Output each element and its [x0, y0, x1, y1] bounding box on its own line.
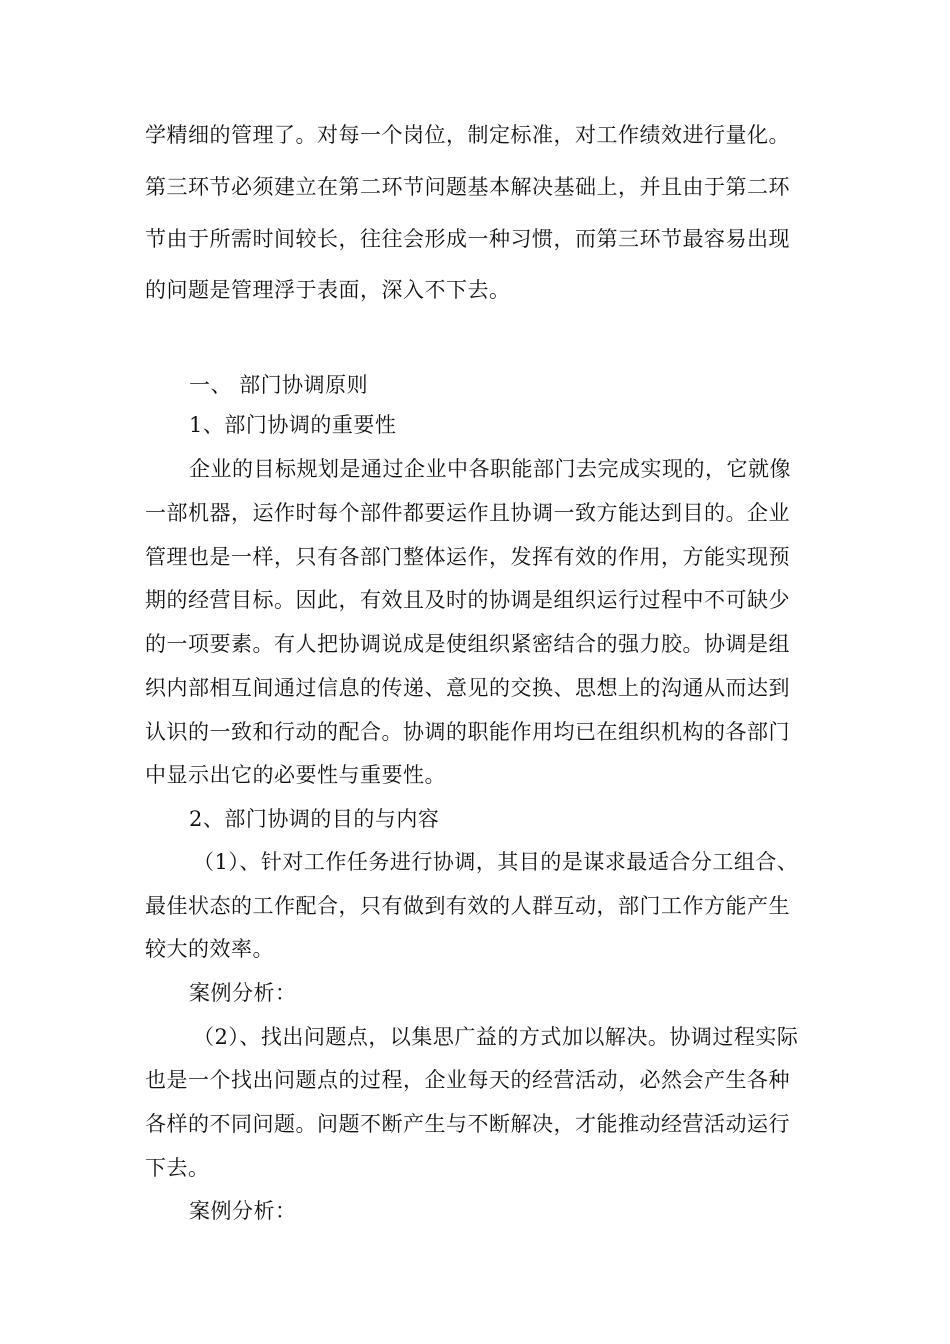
paragraph-line: （2）、找出问题点，以集思广益的方式加以解决。协调过程实际 [193, 1025, 799, 1049]
paragraph-line: 企业的目标规划是通过企业中各职能部门去完成实现的，它就像 [189, 457, 791, 481]
paragraph-line: 较大的效率。 [145, 937, 274, 961]
paragraph-line: 学精细的管理了。对每一个岗位，制定标准，对工作绩效进行量化。 [145, 123, 790, 147]
paragraph-line: 期的经营目标。因此，有效且及时的协调是组织运行过程中不可缺少 [145, 588, 790, 612]
paragraph-line: 认识的一致和行动的配合。协调的职能作用均已在组织机构的各部门 [145, 720, 790, 744]
case-analysis-label: 案例分析： [189, 1199, 297, 1223]
subsection-heading: 1、部门协调的重要性 [189, 413, 397, 437]
paragraph-line: 节由于所需时间较长，往往会形成一种习惯，而第三环节最容易出现 [145, 227, 790, 251]
paragraph-line: 下去。 [145, 1156, 210, 1180]
paragraph-line: 的一项要素。有人把协调说成是使组织紧密结合的强力胶。协调是组 [145, 632, 790, 656]
paragraph-line: 的问题是管理浮于表面，深入不下去。 [145, 278, 511, 302]
paragraph-line: 管理也是一样，只有各部门整体运作，发挥有效的作用，方能实现预 [145, 545, 790, 569]
paragraph-line: 也是一个找出问题点的过程，企业每天的经营活动，必然会产生各种 [145, 1068, 790, 1092]
paragraph-line: 中显示出它的必要性与重要性。 [145, 763, 446, 787]
section-heading: 一、 部门协调原则 [189, 373, 369, 397]
case-analysis-label: 案例分析： [189, 981, 297, 1005]
paragraph-line: （1）、针对工作任务进行协调，其目的是谋求最适合分工组合、 [193, 850, 799, 874]
paragraph-line: 最佳状态的工作配合，只有做到有效的人群互动，部门工作方能产生 [145, 894, 790, 918]
paragraph-line: 第三环节必须建立在第二环节问题基本解决基础上，并且由于第二环 [145, 175, 790, 199]
paragraph-line: 一部机器，运作时每个部件都要运作且协调一致方能达到目的。企业 [145, 501, 790, 525]
subsection-heading: 2、部门协调的目的与内容 [189, 807, 440, 831]
paragraph-line: 各样的不同问题。问题不断产生与不断解决，才能推动经营活动运行 [145, 1112, 790, 1136]
paragraph-line: 织内部相互间通过信息的传递、意见的交换、思想上的沟通从而达到 [145, 676, 790, 700]
